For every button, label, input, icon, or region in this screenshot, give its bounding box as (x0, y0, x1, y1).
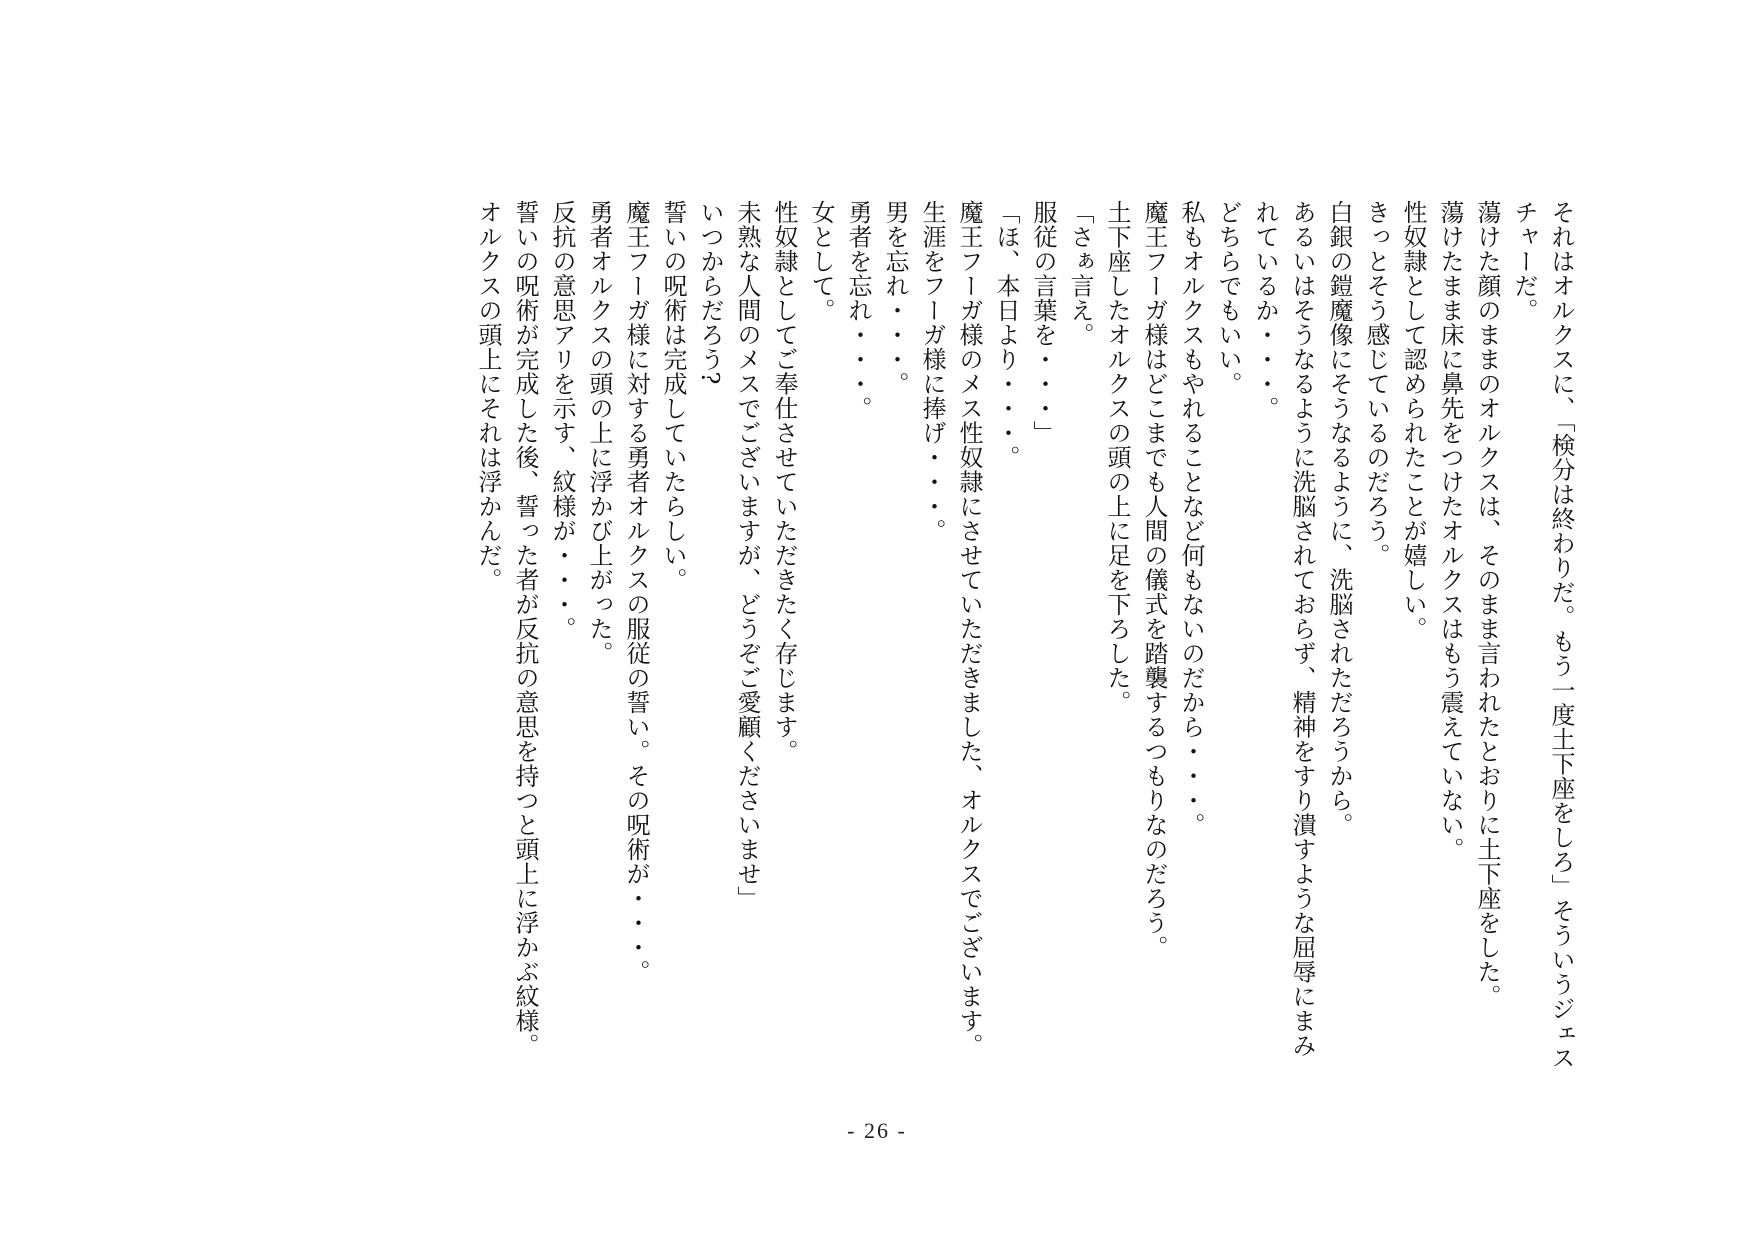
text-line: それはオルクスに、「検分は終わりだ。もう一度土下座をしろ」そういうジェスチャーだ。 (1510, 200, 1575, 1070)
text-line: 男を忘れ・・・。 (881, 200, 909, 396)
text-line: 勇者を忘れ・・・。 (844, 200, 872, 421)
text-line: 未熟な人間のメスでございますが、どうぞご愛顧くださいませ」 (733, 200, 761, 911)
text-line: 白銀の鎧魔像にそうなるように、洗脳されただろうから。 (1325, 200, 1353, 837)
text-line: 女として。 (807, 200, 835, 323)
vertical-text-body (189, 200, 1579, 1080)
text-line: 蕩けたまま床に鼻先をつけたオルクスはもう震えていない。 (1436, 200, 1464, 862)
text-line: きっとそう感じているのだろう。 (1362, 200, 1390, 568)
text-line: 「さぁ言え。 (1066, 200, 1094, 347)
text-line: どちらでもいい。 (1214, 200, 1242, 396)
text-line: 魔王フーガ様のメス性奴隷にさせていただきました、オルクスでございます。 (955, 200, 983, 1058)
text-line: 「ほ、本日より・・・。 (992, 200, 1020, 470)
text-line: オルクスの頭上にそれは浮かんだ。 (474, 200, 502, 592)
text-line: 誓いの呪術が完成した後、誓った者が反抗の意思を持つと頭上に浮かぶ紋様。 (511, 200, 539, 1058)
text-line: 勇者オルクスの頭の上に浮かび上がった。 (585, 200, 613, 666)
text-line: 土下座したオルクスの頭の上に足を下ろした。 (1103, 200, 1131, 715)
text-line: 性奴隷として認められたことが嬉しい。 (1399, 200, 1427, 641)
text-line: いつからだろう? (696, 200, 724, 385)
text-line: 性奴隷としてご奉仕させていただきたく存じます。 (770, 200, 798, 764)
text-line: 生涯をフーガ様に捧げ・・・。 (918, 200, 946, 543)
page-number: - 26 - (847, 1118, 907, 1143)
text-line: 魔王フーガ様はどこまでも人間の儀式を踏襲するつもりなのだろう。 (1140, 200, 1168, 960)
text-line: 誓いの呪術は完成していたらしい。 (659, 200, 687, 592)
text-line: あるいはそうなるように洗脳されておらず、精神をすり潰すような屈辱にまみれているか・・・。 (1251, 200, 1316, 1058)
text-line: 蕩けた顔のままのオルクスは、そのまま言われたとおりに土下座をした。 (1473, 200, 1501, 1009)
text-line: 魔王フーガ様に対する勇者オルクスの服従の誓い。その呪術が・・・。 (622, 200, 650, 984)
text-line: 反抗の意思アリを示す、紋様が・・・。 (548, 200, 576, 641)
text-line: 私もオルクスもやれることなど何もないのだから・・・。 (1177, 200, 1205, 837)
text-line: 服従の言葉を・・・」 (1029, 200, 1057, 445)
